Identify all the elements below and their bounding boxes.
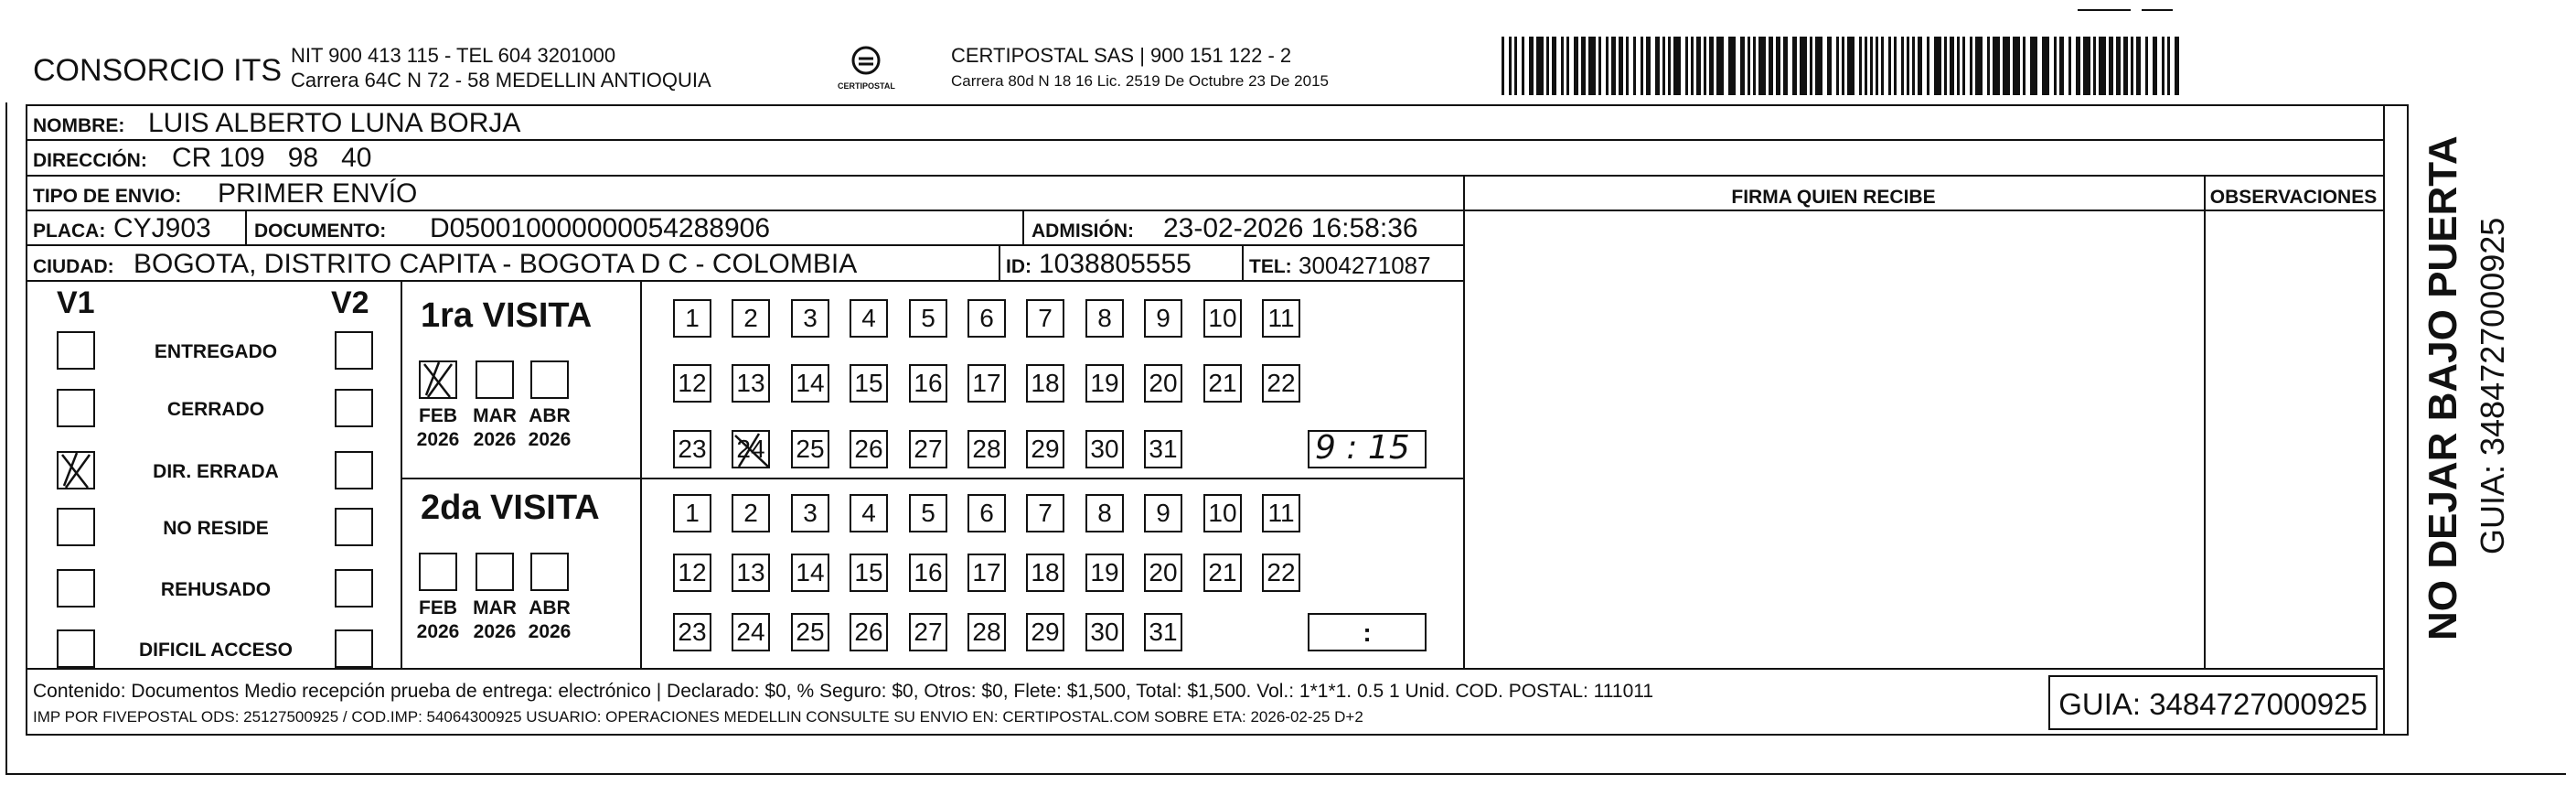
second-visit-day-1[interactable]: 1 [673,494,711,532]
direccion-value: CR 109 98 40 [172,143,372,173]
side-warning [2420,73,2471,640]
second-visit-day-18[interactable]: 18 [1026,554,1064,592]
condition-label: NO RESIDE [163,518,269,539]
barcode-bar [1561,37,1564,95]
first-visit-day-28[interactable]: 28 [967,430,1006,468]
barcode-bar [2175,37,2179,95]
barcode-bar [1536,37,1544,95]
barcode-bar [1957,37,1960,95]
barcode-bar [1641,37,1643,95]
barcode-bar [1944,37,1947,95]
first-visit-day-9[interactable]: 9 [1144,299,1182,338]
second-visit-month-label: ABR 2026 [528,597,572,642]
barcode-bar [1566,37,1569,95]
barcode-bar [1792,37,1797,95]
v2-checkbox-4[interactable] [335,508,373,546]
signature-area[interactable] [1465,211,2202,666]
company-name: CONSORCIO ITS [33,53,283,88]
company-nit: NIT 900 413 115 - TEL 604 3201000 [291,44,616,67]
barcode-bar [2145,37,2148,95]
first-visit-month-label: MAR 2026 [473,405,517,450]
barcode-bar [2093,37,2096,95]
barcode-bar [1993,37,2000,95]
decor-line [2142,9,2173,11]
barcode-bar [1847,37,1855,95]
v2-checkbox-3[interactable] [335,451,373,489]
first-visit-day-20[interactable]: 20 [1144,364,1182,403]
barcode-bar [1950,37,1954,95]
v1-checkbox-2[interactable] [57,389,95,427]
second-visit-day-7[interactable]: 7 [1026,494,1064,532]
condition-label: REHUSADO [160,579,272,600]
side-guia [2473,115,2513,554]
barcode-bar [1704,37,1706,95]
tipo-envio-value: PRIMER ENVÍO [218,178,418,209]
ciudad-label: CIUDAD: [33,256,114,277]
first-visit-day-7[interactable]: 7 [1026,299,1064,338]
barcode-bar [1588,37,1596,95]
barcode-bar [1655,37,1660,95]
certipostal-line2: Carrera 80d N 18 16 Lic. 2519 De Octubre 23 De 2015 [951,72,1329,90]
first-visit-day-8[interactable]: 8 [1085,299,1124,338]
second-visit-day-22[interactable]: 22 [1262,554,1300,592]
first-visit-month-label: FEB 2026 [416,405,460,450]
barcode-bar [2003,37,2010,95]
barcode-bar [1783,37,1788,95]
barcode-bar [1918,37,1922,95]
second-visit-month-label: FEB 2026 [416,597,460,642]
first-visit-title: 1ra VISITA [421,296,593,335]
v1-checkbox-1[interactable] [57,331,95,370]
second-visit-day-25[interactable]: 25 [791,613,829,651]
nombre-value: LUIS ALBERTO LUNA BORJA [148,108,521,138]
barcode-bar [1753,37,1756,95]
second-visit-day-15[interactable]: 15 [850,554,888,592]
second-visit-day-6[interactable]: 6 [967,494,1006,532]
second-visit-day-19[interactable]: 19 [1085,554,1124,592]
second-visit-day-23[interactable]: 23 [673,613,711,651]
documento-label: DOCUMENTO: [254,220,387,242]
second-visit-time-separator: : [1363,618,1372,647]
second-visit-month-box-feb[interactable] [419,553,457,591]
barcode-bar [1728,37,1736,95]
barcode-bar [2083,37,2090,95]
second-visit-day-28[interactable]: 28 [967,613,1006,651]
first-visit-time-box[interactable] [1308,430,1427,468]
second-visit-month-box-abr[interactable] [530,553,569,591]
barcode-bar [1581,37,1586,95]
no-dejar-bajo-puerta: NO DEJAR BAJO PUERTA [2421,135,2465,640]
condition-label: DIR. ERRADA [153,461,279,482]
barcode-bar [1970,37,1972,95]
barcode-bar [1646,37,1651,95]
second-visit-day-3[interactable]: 3 [791,494,829,532]
second-visit-day-14[interactable]: 14 [791,554,829,592]
condition-label: ENTREGADO [154,341,278,362]
first-visit-day-21[interactable]: 21 [1203,364,1242,403]
barcode-bar [1776,37,1780,95]
first-visit-month-box-mar[interactable] [476,360,514,399]
barcode-bar [1894,37,1897,95]
v1-header: V1 [57,285,95,320]
barcode-bar [1810,37,1812,95]
second-visit-day-30[interactable]: 30 [1085,613,1124,651]
barcode-bar [1502,37,1504,95]
ciudad-value: BOGOTA, DISTRITO CAPITA - BOGOTA D C - COLOMBIA [134,249,858,279]
barcode-bar [1668,37,1671,95]
barcode-bar [2167,37,2170,95]
tel-label: TEL: [1249,256,1292,277]
barcode-bar [2116,37,2121,95]
barcode-bar [1716,37,1724,95]
footer-guia-box [2048,675,2378,730]
side-guia-number: GUIA: 3484727000925 [2474,217,2511,554]
first-visit-day-6[interactable]: 6 [967,299,1006,338]
first-visit-day-26[interactable]: 26 [850,430,888,468]
v2-checkbox-2[interactable] [335,389,373,427]
v1-checkbox-5[interactable] [57,569,95,608]
admision-label: ADMISIÓN: [1031,220,1134,242]
barcode-bar [1546,37,1549,95]
first-visit-day-27[interactable]: 27 [909,430,947,468]
tipo-envio-label: TIPO DE ENVIO: [33,186,182,207]
placa-label: PLACA: [33,220,106,242]
nombre-label: NOMBRE: [33,115,125,136]
barcode-bar [2162,37,2164,95]
barcode-bar [1888,37,1891,95]
first-visit-month-box-feb[interactable] [419,360,457,399]
documento-value: D050010000000054288906 [430,213,771,243]
first-visit-day-30[interactable]: 30 [1085,430,1124,468]
first-visit-day-25[interactable]: 25 [791,430,829,468]
first-visit-day-17[interactable]: 17 [967,364,1006,403]
barcode-bar [2030,37,2037,95]
barcode-bar [2123,37,2128,95]
barcode-bar [1865,37,1867,95]
first-visit-day-11[interactable]: 11 [1262,299,1300,338]
second-visit-time-box[interactable] [1308,613,1427,651]
barcode-bar [1685,37,1688,95]
second-visit-day-2[interactable]: 2 [732,494,770,532]
barcode-bar [1842,37,1844,95]
barcode-bar [2023,37,2026,95]
barcode-bar [1987,37,1990,95]
barcode-bar [1859,37,1862,95]
v1-checkbox-4[interactable] [57,508,95,546]
barcode-bar [1619,37,1623,95]
barcode-bar [2042,37,2049,95]
barcode-bar [2059,37,2064,95]
first-visit-day-13[interactable]: 13 [732,364,770,403]
barcode-bar [1709,37,1714,95]
barcode-bar [1529,37,1534,95]
first-visit-day-16[interactable]: 16 [909,364,947,403]
barcode-bar [1633,37,1636,95]
footer-imp-line: IMP POR FIVEPOSTAL ODS: 25127500925 / COD.IMP: 54064300925 USUARIO: OPERACIONES MEDELLIN CONSULTE SU ENVIO EN: CERTIPOSTAL.COM SOBRE ETA: 2026-02-25 D+2 [33,708,1363,726]
barcode-bar [1696,37,1701,95]
first-visit-day-24[interactable]: 24 [732,430,770,468]
first-visit-day-29[interactable]: 29 [1026,430,1064,468]
second-visit-day-31[interactable]: 31 [1144,613,1182,651]
v2-header: V2 [331,285,369,320]
condition-label: CERRADO [166,399,265,420]
barcode-bar [2068,37,2071,95]
first-visit-day-5[interactable]: 5 [909,299,947,338]
first-visit-day-22[interactable]: 22 [1262,364,1300,403]
second-visit-title: 2da VISITA [421,489,600,527]
barcode-bar [2013,37,2020,95]
right-column-divider [2383,104,2385,736]
second-visit-day-20[interactable]: 20 [1144,554,1182,592]
first-visit-day-19[interactable]: 19 [1085,364,1124,403]
barcode-bar [1626,37,1629,95]
first-visit-day-10[interactable]: 10 [1203,299,1242,338]
second-visit-day-5[interactable]: 5 [909,494,947,532]
barcode-bar [1509,37,1512,95]
left-edge-line [5,102,7,775]
first-visit-day-15[interactable]: 15 [850,364,888,403]
admision-value: 23-02-2026 16:58:36 [1163,213,1418,243]
v2-checkbox-5[interactable] [335,569,373,608]
id-label: ID: [1006,256,1031,277]
tel-value: 3004271087 [1299,252,1431,279]
barcode-bar [1598,37,1601,95]
barcode-bar [1800,37,1807,95]
second-visit-day-27[interactable]: 27 [909,613,947,651]
second-visit-day-8[interactable]: 8 [1085,494,1124,532]
second-visit-day-26[interactable]: 26 [850,613,888,651]
bottom-edge-line [5,773,2566,775]
barcode-bar [1975,37,1983,95]
barcode-bar [1876,37,1878,95]
first-visit-day-2[interactable]: 2 [732,299,770,338]
footer-content-line: Contenido: Documentos Medio recepción prueba de entrega: electrónico | Declarado: $0, % Seguro: $0, Otros: $0, Flete: $1,500, Total: $1,500. Vol.: 1*1*1. 0.5 1 Unid. COD. POSTAL: 111011 [33,681,1654,702]
v1-checkbox-6[interactable] [57,629,95,668]
barcode-bar [2136,37,2141,95]
barcode-bar [2131,37,2133,95]
v2-checkbox-1[interactable] [335,331,373,370]
barcode-bar [1881,37,1884,95]
barcode-bar [2076,37,2080,95]
observations-area[interactable] [2206,211,2381,666]
barcode-bar [1606,37,1609,95]
certipostal-line1: CERTIPOSTAL SAS | 900 151 122 - 2 [951,44,1292,67]
first-visit-month-label: ABR 2026 [528,405,572,450]
v2-checkbox-6[interactable] [335,629,373,668]
certipostal-logo: CERTIPOSTAL [834,40,898,97]
barcode-bar [1912,37,1915,95]
barcode-bar [1907,37,1909,95]
second-visit-day-16[interactable]: 16 [909,554,947,592]
barcode-bar [1748,37,1750,95]
first-visit-day-31[interactable]: 31 [1144,430,1182,468]
barcode-bar [1574,37,1578,95]
barcode-bar [2109,37,2113,95]
barcode-bar [1522,37,1524,95]
first-visit-day-14[interactable]: 14 [791,364,829,403]
first-visit-day-1[interactable]: 1 [673,299,711,338]
barcode-bar [1611,37,1616,95]
first-visit-month-box-abr[interactable] [530,360,569,399]
second-visit-day-9[interactable]: 9 [1144,494,1182,532]
second-visit-day-13[interactable]: 13 [732,554,770,592]
firma-header: FIRMA QUIEN RECIBE [1731,187,1936,208]
barcode-bar [1691,37,1694,95]
v1-checkbox-3[interactable] [57,451,95,489]
barcode-bar [1901,37,1904,95]
barcode-bar [1870,37,1873,95]
barcode-bar [1827,37,1832,95]
first-visit-day-3[interactable]: 3 [791,299,829,338]
x-mark-icon [57,451,95,489]
first-visit-day-18[interactable]: 18 [1026,364,1064,403]
barcode-bar [1927,37,1929,95]
barcode-bar [1662,37,1665,95]
second-visit-month-label: MAR 2026 [473,597,517,642]
direccion-label: DIRECCIÓN: [33,150,147,171]
first-visit-day-12[interactable]: 12 [673,364,711,403]
second-visit-day-12[interactable]: 12 [673,554,711,592]
barcode-bar [2153,37,2157,95]
second-visit-day-17[interactable]: 17 [967,554,1006,592]
second-visit-day-21[interactable]: 21 [1203,554,1242,592]
barcode-bar [1769,37,1773,95]
barcode-bar [1552,37,1556,95]
barcode-bar [1758,37,1766,95]
first-visit-time-handwritten: 9 : 15 [1315,429,1410,467]
x-mark-icon [732,430,770,468]
placa-value: CYJ903 [113,213,211,243]
observaciones-header: OBSERVACIONES [2209,187,2378,208]
barcode [1500,37,2181,95]
barcode-bar [2099,37,2106,95]
footer-guia: GUIA: 3484727000925 [2058,687,2368,721]
second-visit-day-24[interactable]: 24 [732,613,770,651]
barcode-bar [2054,37,2057,95]
barcode-bar [1514,37,1517,95]
second-visit-day-29[interactable]: 29 [1026,613,1064,651]
second-visit-day-11[interactable]: 11 [1262,494,1300,532]
barcode-bar [1815,37,1822,95]
barcode-bar [1934,37,1941,95]
second-visit-day-10[interactable]: 10 [1203,494,1242,532]
barcode-bar [1673,37,1681,95]
barcode-bar [1962,37,1965,95]
second-visit-day-4[interactable]: 4 [850,494,888,532]
barcode-bar [1836,37,1839,95]
decor-line [2078,9,2131,11]
condition-label: DIFICIL ACCESO [138,640,293,661]
barcode-bar [1740,37,1745,95]
first-visit-day-23[interactable]: 23 [673,430,711,468]
second-visit-month-box-mar[interactable] [476,553,514,591]
x-mark-icon [419,360,457,399]
company-address: Carrera 64C N 72 - 58 MEDELLIN ANTIOQUIA [291,69,711,91]
first-visit-day-4[interactable]: 4 [850,299,888,338]
id-value: 1038805555 [1039,249,1192,279]
